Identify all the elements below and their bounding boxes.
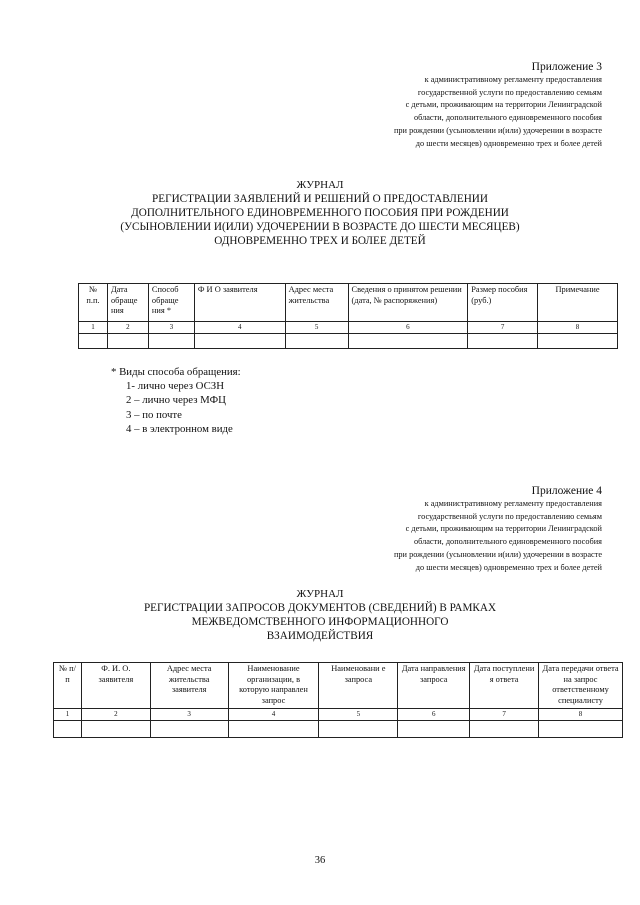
application-methods-note xyxy=(111,365,241,436)
table-cell xyxy=(150,721,228,738)
journal-1-title-line: ОДНОВРЕМЕННО ТРЕХ И БОЛЕЕ ДЕТЕЙ xyxy=(214,235,426,247)
column-header: Способ обраще ния * xyxy=(148,284,194,322)
column-number: 2 xyxy=(81,709,150,721)
column-number: 1 xyxy=(79,322,108,334)
column-header: Размер пособия (руб.) xyxy=(468,284,538,322)
column-header: Дата поступлени я ответа xyxy=(470,663,539,709)
column-number: 3 xyxy=(150,709,228,721)
journal-1-heading xyxy=(0,179,640,248)
journal-2-title-line: МЕЖВЕДОМСТВЕННОГО ИНФОРМАЦИОННОГО xyxy=(191,616,449,628)
column-number: 6 xyxy=(398,709,470,721)
table-cell xyxy=(148,334,194,349)
column-header: Ф. И. О. заявителя xyxy=(81,663,150,709)
column-number: 6 xyxy=(348,322,468,334)
column-header: Наименование организации, в которую направлен запрос xyxy=(228,663,319,709)
column-number: 4 xyxy=(194,322,285,334)
journal-1-title-line: РЕГИСТРАЦИИ ЗАЯВЛЕНИЙ И РЕШЕНИЙ О ПРЕДОСТАВЛЕНИИ xyxy=(152,193,488,205)
table-cell xyxy=(54,721,82,738)
note-item: 3 – по почте xyxy=(126,408,182,421)
column-number: 4 xyxy=(228,709,319,721)
appendix-4-line: при рождении (усыновлении и(или) удочерении в возрасте xyxy=(393,549,602,559)
appendix-3-title: Приложение 3 xyxy=(531,61,602,73)
column-number: 5 xyxy=(319,709,398,721)
column-header: Адрес места жительства xyxy=(285,284,348,322)
column-number: 1 xyxy=(54,709,82,721)
column-header: Наименовани е запроса xyxy=(319,663,398,709)
appendix-3-line: до шести месяцев) одновременно трех и более детей xyxy=(415,138,602,148)
column-number: 8 xyxy=(539,709,623,721)
table-number-row xyxy=(79,322,618,334)
column-header: Дата направления запроса xyxy=(398,663,470,709)
table-cell xyxy=(348,334,468,349)
appendix-3-header xyxy=(394,60,602,150)
note-item: 2 – лично через МФЦ xyxy=(126,394,226,407)
column-number: 5 xyxy=(285,322,348,334)
journal-2-heading xyxy=(0,588,640,643)
appendix-4-line: с детьми, проживающим на территории Ленинградской xyxy=(405,524,602,534)
table-cell xyxy=(107,334,148,349)
column-header: Адрес места жительства заявителя xyxy=(150,663,228,709)
table-cell xyxy=(470,721,539,738)
column-header: Примечание xyxy=(538,284,618,322)
table-row xyxy=(79,334,618,349)
table-cell xyxy=(228,721,319,738)
table-cell xyxy=(285,334,348,349)
column-header: Сведения о принятом решении (дата, № распоряжения) xyxy=(348,284,468,322)
journal-1-table xyxy=(78,283,618,349)
column-number: 8 xyxy=(538,322,618,334)
appendix-4-header xyxy=(394,484,602,574)
column-header: Дата обраще ния xyxy=(107,284,148,322)
table-header-row xyxy=(79,284,618,322)
column-number: 7 xyxy=(468,322,538,334)
appendix-3-line: к административному регламенту предоставления xyxy=(424,75,602,84)
note-item: 1- лично через ОСЗН xyxy=(126,380,225,393)
appendix-3-line: с детьми, проживающим на территории Ленинградской xyxy=(405,100,602,110)
table-cell xyxy=(81,721,150,738)
column-number: 7 xyxy=(470,709,539,721)
table-cell xyxy=(319,721,398,738)
table-number-row xyxy=(54,709,623,721)
table-cell xyxy=(539,721,623,738)
table-cell xyxy=(79,334,108,349)
note-title: * Виды способа обращения: xyxy=(111,366,241,378)
appendix-4-line: государственной услуги по предоставлению семьям xyxy=(417,511,602,521)
journal-1-title-line: ДОПОЛНИТЕЛЬНОГО ЕДИНОВРЕМЕННОГО ПОСОБИЯ ПРИ РОЖДЕНИИ xyxy=(131,207,509,219)
journal-2-word: ЖУРНАЛ xyxy=(296,588,344,600)
journal-2-title-line: РЕГИСТРАЦИИ ЗАПРОСОВ ДОКУМЕНТОВ (СВЕДЕНИЙ) В РАМКАХ xyxy=(143,602,497,614)
journal-1-word: ЖУРНАЛ xyxy=(296,179,344,191)
column-header: Ф И О заявителя xyxy=(194,284,285,322)
column-header: № п.п. xyxy=(79,284,108,322)
table-cell xyxy=(194,334,285,349)
table-header-row xyxy=(54,663,623,709)
table-cell xyxy=(538,334,618,349)
table-cell xyxy=(468,334,538,349)
column-header: № п/п xyxy=(54,663,82,709)
appendix-4-title: Приложение 4 xyxy=(531,485,602,497)
column-number: 3 xyxy=(148,322,194,334)
appendix-4-line: к административному регламенту предоставления xyxy=(424,499,602,508)
journal-2-table xyxy=(53,662,623,738)
table-row xyxy=(54,721,623,738)
journal-2-title-line: ВЗАИМОДЕЙСТВИЯ xyxy=(266,630,374,642)
journal-1-title-line: (УСЫНОВЛЕНИИ И(ИЛИ) УДОЧЕРЕНИИ В ВОЗРАСТЕ ДО ШЕСТИ МЕСЯЦЕВ) xyxy=(120,221,520,233)
column-header: Дата передачи ответа на запрос ответственному специалисту xyxy=(539,663,623,709)
note-item: 4 – в электронном виде xyxy=(126,422,233,435)
appendix-3-line: государственной услуги по предоставлению семьям xyxy=(417,87,602,97)
appendix-4-line: области, дополнительного единовременного пособия xyxy=(413,537,602,547)
appendix-4-line: до шести месяцев) одновременно трех и более детей xyxy=(415,562,602,572)
table-cell xyxy=(398,721,470,738)
appendix-3-line: области, дополнительного единовременного пособия xyxy=(413,113,602,123)
page-number: 36 xyxy=(314,855,326,866)
appendix-3-line: при рождении (усыновлении и(или) удочерении в возрасте xyxy=(393,125,602,135)
column-number: 2 xyxy=(107,322,148,334)
